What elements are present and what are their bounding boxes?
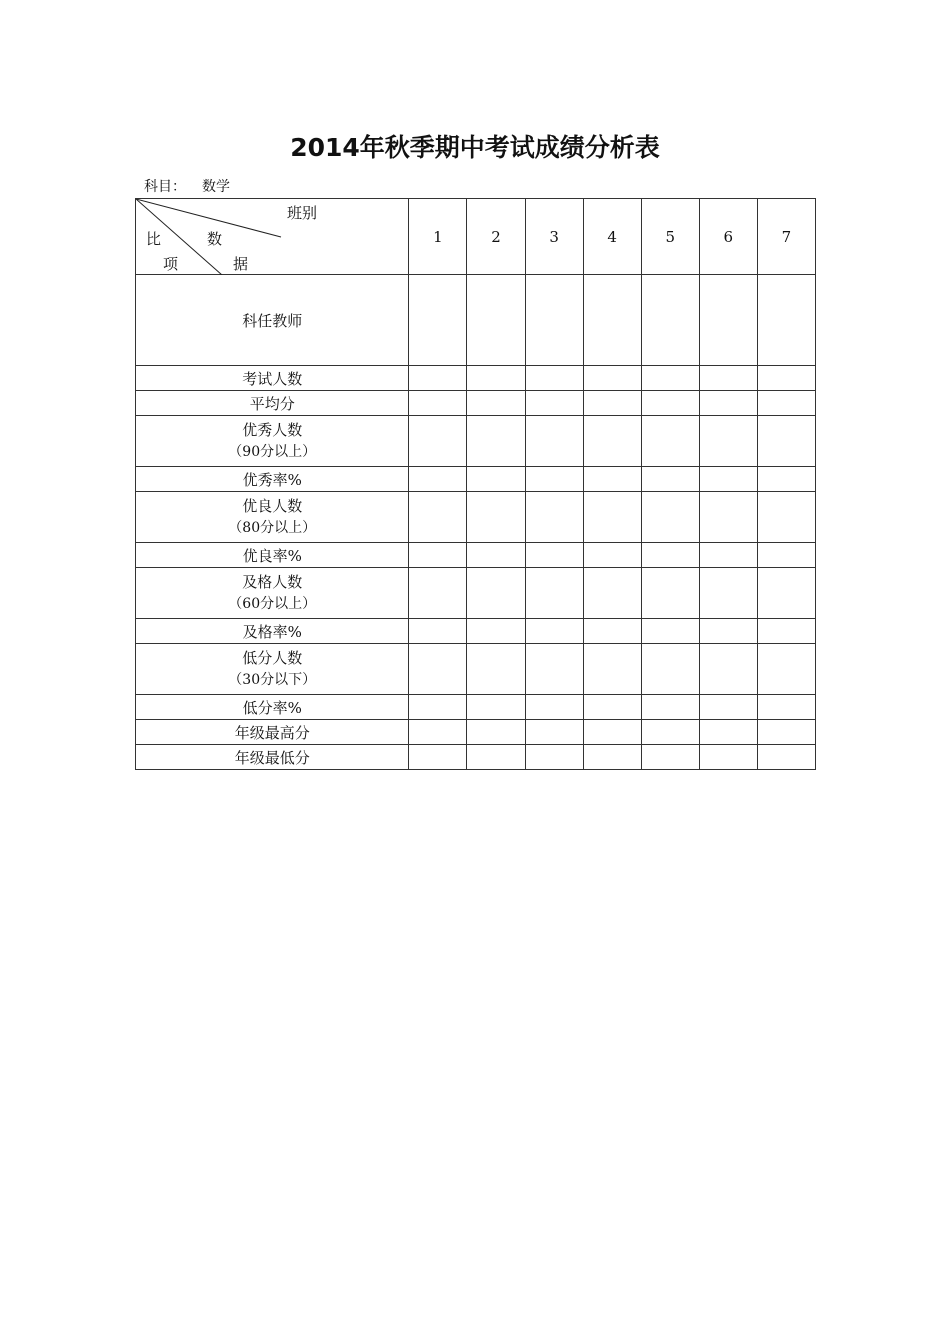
data-cell[interactable] [583,619,641,644]
data-cell[interactable] [409,543,467,568]
table-row [136,416,816,467]
subject-label: 科目： [144,179,186,195]
diag-label-data-top: 数 [207,230,223,248]
data-cell[interactable] [409,467,467,492]
data-cell[interactable] [641,275,699,366]
subject-line [144,176,230,196]
row-label-main: 及格人数 [242,573,303,591]
data-cell[interactable] [583,745,641,770]
row-label-exam-count: 考试人数 [136,366,409,391]
data-cell[interactable] [409,275,467,366]
table-row [136,619,816,644]
data-cell[interactable] [525,745,583,770]
data-cell[interactable] [409,720,467,745]
data-cell[interactable] [525,619,583,644]
table-row [136,720,816,745]
data-cell[interactable] [525,391,583,416]
data-cell[interactable] [467,745,525,770]
data-cell[interactable] [583,416,641,467]
data-cell[interactable] [583,492,641,543]
data-cell[interactable] [525,492,583,543]
table-row [136,695,816,720]
data-cell[interactable] [641,644,699,695]
data-cell[interactable] [757,492,815,543]
table-row [136,745,816,770]
data-cell[interactable] [699,492,757,543]
data-cell[interactable] [467,644,525,695]
row-label-low-count [136,644,409,695]
data-cell[interactable] [641,366,699,391]
row-label-sub: （60分以上） [228,596,317,612]
data-cell[interactable] [641,720,699,745]
data-cell[interactable] [699,720,757,745]
data-cell[interactable] [467,416,525,467]
data-cell[interactable] [641,568,699,619]
data-cell[interactable] [699,366,757,391]
data-cell[interactable] [699,695,757,720]
class-header-3: 3 [525,199,583,275]
diag-label-compare: 比 [146,230,162,248]
table-row [136,568,816,619]
data-cell[interactable] [699,275,757,366]
row-label-sub: （30分以下） [228,672,317,688]
data-cell[interactable] [699,391,757,416]
data-cell[interactable] [757,644,815,695]
row-label-pass-count [136,568,409,619]
data-cell[interactable] [467,568,525,619]
row-label-main: 优秀人数 [242,421,303,439]
data-cell[interactable] [699,619,757,644]
data-cell[interactable] [525,644,583,695]
table-row [136,492,816,543]
data-cell[interactable] [409,644,467,695]
data-cell[interactable] [467,619,525,644]
data-cell[interactable] [409,619,467,644]
data-cell[interactable] [583,644,641,695]
data-cell[interactable] [409,391,467,416]
row-label-excellent-rate: 优秀率% [136,467,409,492]
subject-value: 数学 [202,179,230,195]
data-cell[interactable] [409,745,467,770]
data-cell[interactable] [757,275,815,366]
data-cell[interactable] [699,644,757,695]
row-label-average: 平均分 [136,391,409,416]
class-header-6: 6 [699,199,757,275]
data-cell[interactable] [583,467,641,492]
table-row [136,391,816,416]
data-cell[interactable] [467,720,525,745]
data-cell[interactable] [409,568,467,619]
data-cell[interactable] [757,416,815,467]
data-cell[interactable] [525,416,583,467]
data-cell[interactable] [583,568,641,619]
class-header-5: 5 [641,199,699,275]
data-cell[interactable] [641,416,699,467]
data-cell[interactable] [583,720,641,745]
data-cell[interactable] [409,492,467,543]
table-row [136,275,816,366]
data-cell[interactable] [641,745,699,770]
data-cell[interactable] [467,467,525,492]
row-label-teacher: 科任教师 [136,275,409,366]
table-row [136,467,816,492]
data-cell[interactable] [699,416,757,467]
data-cell[interactable] [467,543,525,568]
row-label-main: 优良人数 [242,497,303,515]
table-row [136,543,816,568]
diag-label-class: 班别 [287,204,318,222]
row-label-pass-rate: 及格率% [136,619,409,644]
row-label-grade-highest: 年级最高分 [136,720,409,745]
data-cell[interactable] [583,366,641,391]
data-cell[interactable] [641,492,699,543]
data-cell[interactable] [757,745,815,770]
data-cell[interactable] [583,275,641,366]
data-cell[interactable] [757,366,815,391]
class-header-1: 1 [409,199,467,275]
row-label-low-rate: 低分率% [136,695,409,720]
data-cell[interactable] [409,416,467,467]
data-cell[interactable] [525,720,583,745]
table-row [136,366,816,391]
data-cell[interactable] [525,543,583,568]
class-header-4: 4 [583,199,641,275]
class-header-2: 2 [467,199,525,275]
data-cell[interactable] [525,366,583,391]
data-cell[interactable] [409,366,467,391]
data-cell[interactable] [583,543,641,568]
data-cell[interactable] [409,695,467,720]
data-cell[interactable] [641,695,699,720]
data-cell[interactable] [583,391,641,416]
data-cell[interactable] [467,391,525,416]
row-label-grade-lowest: 年级最低分 [136,745,409,770]
data-cell[interactable] [467,695,525,720]
data-cell[interactable] [757,695,815,720]
data-cell[interactable] [699,467,757,492]
score-analysis-table [135,198,816,770]
data-cell[interactable] [641,467,699,492]
data-cell[interactable] [757,568,815,619]
data-cell[interactable] [525,467,583,492]
data-cell[interactable] [757,543,815,568]
table-row [136,644,816,695]
data-cell[interactable] [641,619,699,644]
data-cell[interactable] [525,275,583,366]
data-cell[interactable] [467,366,525,391]
class-header-7: 7 [757,199,815,275]
data-cell[interactable] [757,467,815,492]
data-cell[interactable] [757,619,815,644]
data-cell[interactable] [525,695,583,720]
data-cell[interactable] [699,745,757,770]
data-cell[interactable] [467,492,525,543]
diag-label-item: 项 [163,255,179,273]
data-cell[interactable] [757,720,815,745]
data-cell[interactable] [525,568,583,619]
data-cell[interactable] [641,543,699,568]
row-label-main: 低分人数 [242,649,303,667]
data-cell[interactable] [699,543,757,568]
row-label-excellent-count [136,416,409,467]
row-label-sub: （80分以上） [228,520,317,536]
diag-label-data-bottom: 据 [233,255,249,273]
data-cell[interactable] [467,275,525,366]
diagonal-header-cell [136,199,409,275]
data-cell[interactable] [757,391,815,416]
page-title: 2014年秋季期中考试成绩分析表 [290,133,660,162]
row-label-sub: （90分以上） [228,444,317,460]
header-row [136,199,816,275]
data-cell[interactable] [641,391,699,416]
data-cell[interactable] [583,695,641,720]
data-cell[interactable] [699,568,757,619]
row-label-good-rate: 优良率% [136,543,409,568]
row-label-good-count [136,492,409,543]
